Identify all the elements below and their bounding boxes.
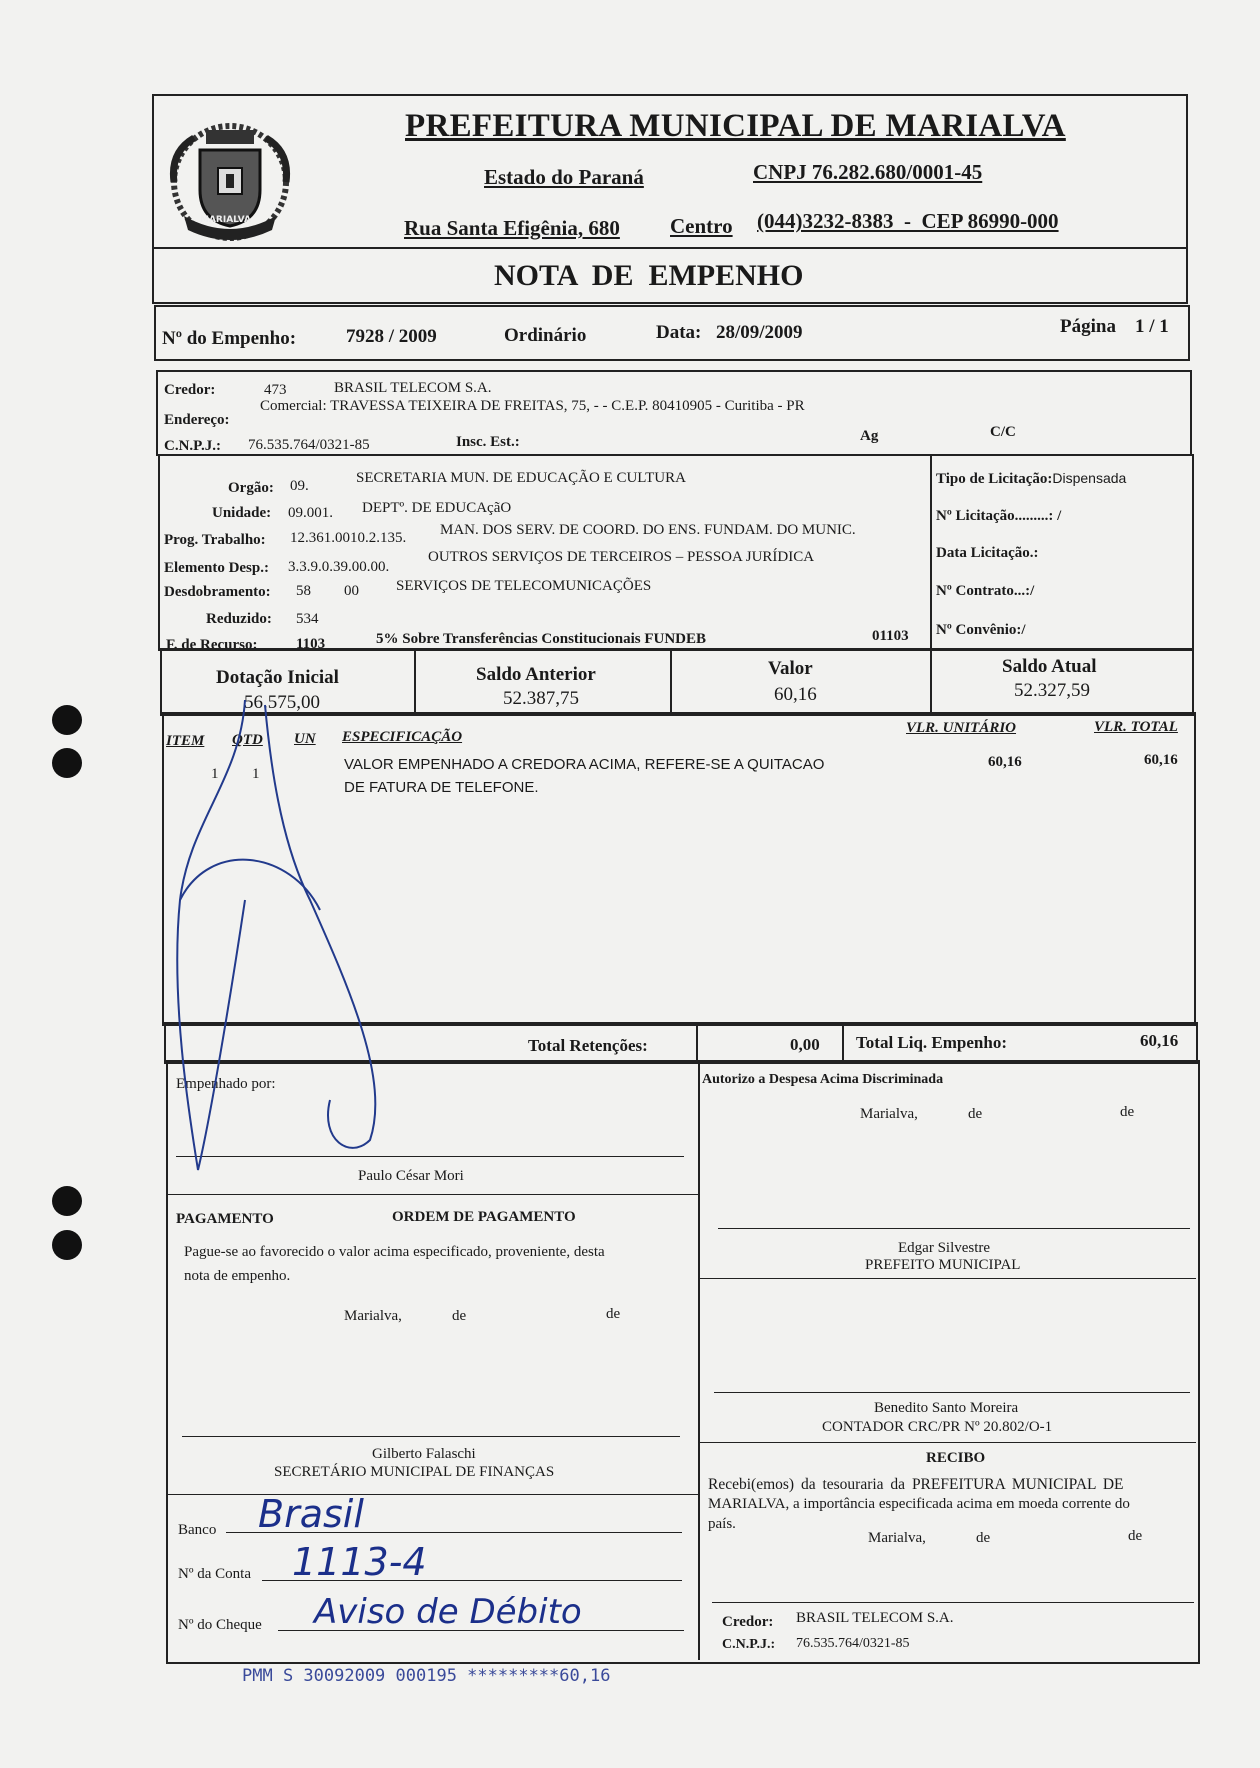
- item-number: 1: [211, 766, 219, 782]
- empenhado-por-name: Paulo César Mori: [358, 1168, 464, 1184]
- saldo-anterior-label: Saldo Anterior: [476, 664, 596, 685]
- licitacao-number: Nº Licitação.........: /: [936, 508, 1062, 524]
- autorizo-label: Autorizo a Despesa Acima Discriminada: [702, 1072, 944, 1087]
- unidade-label: Unidade:: [212, 505, 272, 521]
- empenho-kind: Ordinário: [504, 325, 587, 346]
- credor-label: Credor:: [164, 382, 216, 398]
- cheque-value: Aviso de Débito: [314, 1592, 582, 1632]
- recibo-line1: Recebi(emos) da tesouraria da PREFEITURA MUNICIPAL DE: [708, 1476, 1124, 1493]
- tipo-licitacao-value: Dispensada: [1052, 470, 1127, 486]
- recibo-de1: de: [976, 1530, 991, 1546]
- licitacao-date: Data Licitação.:: [936, 545, 1039, 561]
- banco-value: Brasil: [258, 1492, 364, 1536]
- recibo-city: Marialva,: [868, 1530, 926, 1546]
- endereco-label: Endereço:: [164, 412, 230, 428]
- conta-value: 1113-4: [292, 1540, 427, 1584]
- desdobramento-value: SERVIÇOS DE TELECOMUNICAÇÕES: [396, 578, 652, 594]
- ag-label: Ag: [860, 428, 879, 444]
- banco-label: Banco: [178, 1522, 217, 1538]
- pague-se-line1: Pague-se ao favorecido o valor acima especificado, proveniente, desta: [184, 1244, 605, 1260]
- recibo-cnpj-label: C.N.P.J.:: [722, 1637, 776, 1652]
- credor-cnpj: 76.535.764/0321-85: [248, 437, 370, 453]
- contador-name: Benedito Santo Moreira: [874, 1400, 1019, 1416]
- orgao-value: SECRETARIA MUN. DE EDUCAÇÃO E CULTURA: [356, 470, 686, 486]
- desdobramento-code: 58: [296, 583, 311, 599]
- recibo-cnpj-value: 76.535.764/0321-85: [796, 1636, 910, 1651]
- item-qtd: 1: [252, 766, 260, 782]
- page-number: 1 / 1: [1135, 316, 1169, 337]
- elemento-label: Elemento Desp.:: [164, 560, 269, 576]
- valor-label: Valor: [768, 658, 813, 679]
- total-retencoes-label: Total Retenções:: [528, 1036, 648, 1055]
- credor-name: BRASIL TELECOM S.A.: [334, 380, 492, 396]
- ordem-pagamento-title: ORDEM DE PAGAMENTO: [392, 1209, 576, 1225]
- pagamento-de1: de: [452, 1308, 467, 1324]
- prog-value: MAN. DOS SERV. DE COORD. DO ENS. FUNDAM. DO MUNIC.: [440, 522, 856, 538]
- date-label: Data:: [656, 322, 702, 343]
- convenio-number: Nº Convênio:/: [936, 622, 1026, 638]
- items-col-item: ITEM: [166, 733, 205, 749]
- reduzido-label: Reduzido:: [206, 611, 272, 627]
- total-retencoes-value: 0,00: [790, 1035, 820, 1054]
- total-liq-value: 60,16: [1140, 1031, 1179, 1050]
- payment-stamp: PMM S 30092009 000195 *********60,16: [242, 1666, 611, 1686]
- recibo-credor-label: Credor:: [722, 1614, 774, 1630]
- total-liq-label: Total Liq. Empenho:: [856, 1033, 1007, 1052]
- date-value: 28/09/2009: [716, 322, 803, 343]
- empenho-number: 7928 / 2009: [346, 326, 437, 347]
- pague-se-line2: nota de empenho.: [184, 1268, 291, 1284]
- dotacao-inicial-label: Dotação Inicial: [216, 667, 339, 688]
- pagamento-de2: de: [606, 1306, 621, 1322]
- prefeito-name: Edgar Silvestre: [898, 1240, 991, 1256]
- desdobramento-label: Desdobramento:: [164, 584, 271, 600]
- recibo-credor-value: BRASIL TELECOM S.A.: [796, 1610, 954, 1626]
- municipal-crest-icon: [160, 112, 300, 252]
- unidade-value: DEPTº. DE EDUCAçãO: [362, 500, 512, 516]
- endereco-value: Comercial: TRAVESSA TEIXEIRA DE FREITAS, 75, - - C.E.P. 80410905 - Curitiba - PR: [260, 398, 805, 414]
- recibo-line2: MARIALVA, a importância especificada acima em moeda corrente do: [708, 1496, 1130, 1512]
- pagamento-title: PAGAMENTO: [176, 1211, 274, 1227]
- valor-value: 60,16: [774, 684, 817, 705]
- recurso-value: 1103: [296, 636, 326, 652]
- empenhado-por-label: Empenhado por:: [176, 1076, 276, 1092]
- cc-label: C/C: [990, 424, 1016, 440]
- items-col-un: UN: [294, 731, 316, 747]
- insc-est-label: Insc. Est.:: [456, 434, 520, 450]
- crest-text: MARIALVA: [200, 215, 251, 225]
- desdobramento-sub: 00: [344, 583, 359, 599]
- conta-label: Nº da Conta: [178, 1566, 251, 1582]
- header-cnpj: CNPJ 76.282.680/0001-45: [753, 160, 983, 184]
- autorizo-de2: de: [1120, 1104, 1135, 1120]
- item-vlr-total: 60,16: [1144, 752, 1178, 768]
- prog-code: 12.361.0010.2.135.: [290, 530, 407, 546]
- punch-hole: [52, 1186, 82, 1216]
- autorizo-de1: de: [968, 1106, 983, 1122]
- saldo-atual-label: Saldo Atual: [1002, 656, 1097, 677]
- secretario-name: Gilberto Falaschi: [372, 1446, 476, 1462]
- signature-scribble: [150, 700, 410, 1180]
- recurso-desc: 5% Sobre Transferências Constitucionais FUNDEB: [376, 631, 707, 647]
- credor-code: 473: [264, 382, 287, 398]
- credor-cnpj-label: C.N.P.J.:: [164, 438, 221, 454]
- prog-label: Prog. Trabalho:: [164, 532, 266, 548]
- document-title: NOTA DE EMPENHO: [494, 259, 804, 292]
- items-col-vlr-total: VLR. TOTAL: [1094, 719, 1178, 735]
- elemento-code: 3.3.9.0.39.00.00.: [288, 559, 390, 575]
- header-address: Rua Santa Efigênia, 680: [404, 216, 620, 240]
- recurso-label: F. de Recurso:: [166, 637, 258, 653]
- items-col-espec: ESPECIFICAÇÃO: [342, 729, 463, 745]
- items-col-qtd: QTD: [232, 732, 263, 748]
- cheque-label: Nº do Cheque: [178, 1617, 262, 1633]
- elemento-value: OUTROS SERVIÇOS DE TERCEIROS – PESSOA JURÍDICA: [428, 549, 815, 565]
- saldo-anterior-value: 52.387,75: [503, 688, 579, 709]
- pagamento-city: Marialva,: [344, 1308, 402, 1324]
- unidade-code: 09.001.: [288, 505, 333, 521]
- empenho-number-label: Nº do Empenho:: [162, 328, 297, 349]
- recibo-de2: de: [1128, 1528, 1143, 1544]
- orgao-code: 09.: [290, 478, 309, 494]
- contrato-number: Nº Contrato...:/: [936, 583, 1035, 599]
- header-phone-cep: (044)3232-8383 - CEP 86990-000: [757, 209, 1059, 233]
- items-col-vlr-unitario: VLR. UNITÁRIO: [906, 720, 1017, 736]
- punch-hole: [52, 748, 82, 778]
- item-espec-line2: DE FATURA DE TELEFONE.: [344, 779, 539, 796]
- tipo-licitacao-label: Tipo de Licitação:Dispensada: [936, 470, 1127, 487]
- header-district: Centro: [670, 214, 733, 238]
- orgao-label: Orgão:: [228, 480, 274, 496]
- item-espec-line1: VALOR EMPENHADO A CREDORA ACIMA, REFERE-SE A QUITACAO: [344, 756, 825, 773]
- dotacao-inicial-value: 56.575,00: [244, 692, 320, 713]
- header-title: PREFEITURA MUNICIPAL DE MARIALVA: [405, 108, 1066, 144]
- recurso-code: 01103: [872, 628, 909, 644]
- punch-hole: [52, 705, 82, 735]
- saldo-atual-value: 52.327,59: [1014, 680, 1090, 701]
- secretario-title: SECRETÁRIO MUNICIPAL DE FINANÇAS: [274, 1464, 555, 1480]
- recibo-title: RECIBO: [926, 1450, 986, 1466]
- contador-title: CONTADOR CRC/PR Nº 20.802/O-1: [822, 1419, 1053, 1435]
- item-vlr-unitario: 60,16: [988, 754, 1022, 770]
- punch-hole: [52, 1230, 82, 1260]
- prefeito-title: PREFEITO MUNICIPAL: [865, 1257, 1021, 1273]
- recibo-line3: país.: [708, 1516, 736, 1532]
- page-label: Página: [1060, 316, 1116, 337]
- autorizo-city: Marialva,: [860, 1106, 918, 1122]
- header-state: Estado do Paraná: [484, 165, 644, 189]
- reduzido-value: 534: [296, 611, 319, 627]
